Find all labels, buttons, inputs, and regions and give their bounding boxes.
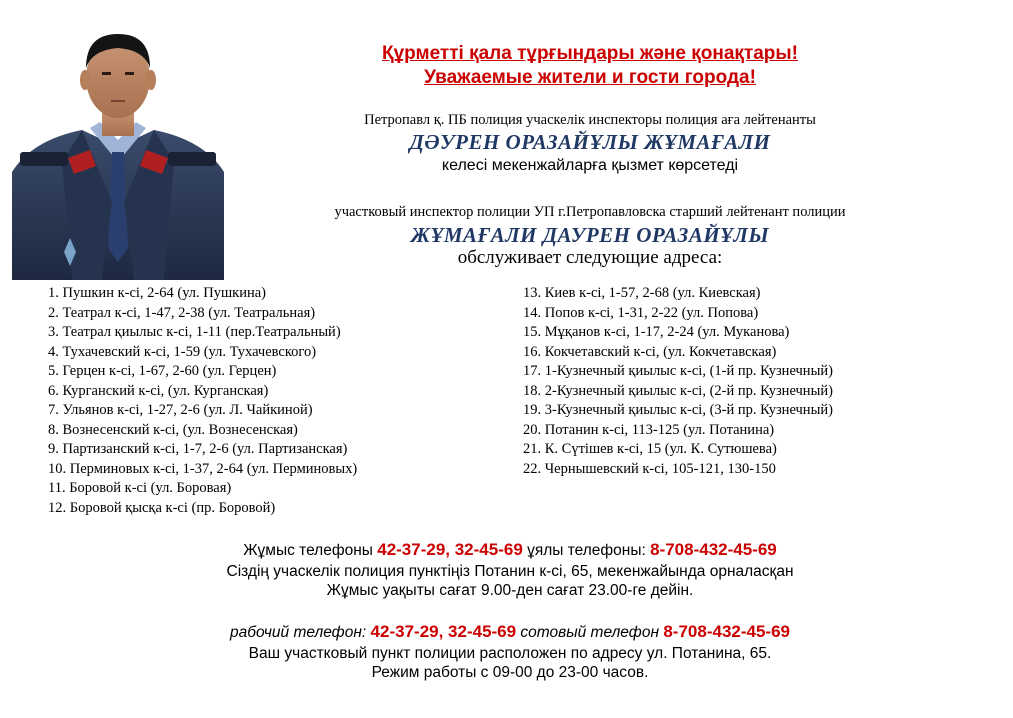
list-item: 1. Пушкин к-сі, 2-64 (ул. Пушкина) [48, 285, 267, 301]
officer-name-russian: ЖҰМАҒАЛИ ДАУРЕН ОРАЗАЙҰЛЫ [410, 223, 770, 247]
mobile-phone-number: 8-708-432-45-69 [650, 540, 777, 559]
list-item: 17. 1-Кузнечный қиылыс к-сі, (1-й пр. Кузнечный) [523, 363, 833, 379]
phones-russian [140, 622, 880, 643]
list-item: 9. Партизанский к-сі, 1-7, 2-6 (ул. Партизанская) [48, 441, 348, 457]
list-item: 12. Боровой қысқа к-сі (пр. Боровой) [48, 499, 276, 516]
list-item: 13. Киев к-сі, 1-57, 2-68 (ул. Киевская) [523, 285, 761, 301]
list-item: 18. 2-Кузнечный қиылыс к-сі, (2-й пр. Кузнечный) [523, 382, 833, 399]
list-item: 2. Театрал к-сі, 1-47, 2-38 (ул. Театральная) [48, 304, 316, 321]
serves-text-kazakh: келесі мекенжайларға қызмет көрсетеді [441, 157, 739, 174]
list-item: 22. Чернышевский к-сі, 105-121, 130-150 [523, 460, 776, 477]
officer-position-russian: участковый инспектор полиции УП г.Петропавловска старший лейтенант полиции [334, 204, 846, 220]
list-item: 8. Вознесенский к-сі, (ул. Вознесенская) [48, 421, 298, 438]
mobile-phone-number: 8-708-432-45-69 [663, 622, 790, 641]
address-list-left [48, 284, 357, 518]
list-item: 4. Тухачевский к-сі, 1-59 (ул. Тухачевского) [48, 343, 317, 360]
list-item: 20. Потанин к-сі, 113-125 (ул. Потанина) [523, 421, 775, 438]
serves-text-russian: обслуживает следующие адреса: [457, 247, 723, 268]
list-item: 16. Кокчетавский к-сі, (ул. Кокчетавская) [523, 343, 777, 360]
list-item: 11. Боровой к-сі (ул. Боровая) [48, 480, 232, 496]
list-item: 14. Попов к-сі, 1-31, 2-22 (ул. Попова) [523, 304, 759, 321]
mobile-phone-label: ұялы телефоны: [522, 542, 651, 559]
officer-portrait [12, 12, 224, 280]
work-phone-numbers: 42-37-29, 32-45-69 [370, 622, 517, 641]
location-russian: Ваш участковый пункт полиции расположен по адресу ул. Потанина, 65. [248, 645, 772, 662]
officer-position-kazakh: Петропавл қ. ПБ полиция учаскелік инспекторы полиция аға лейтенанты [364, 112, 816, 128]
list-item: 19. 3-Кузнечный қиылыс к-сі, (3-й пр. Кузнечный) [523, 402, 833, 418]
work-phone-label: Жұмыс телефоны [243, 542, 378, 559]
hours-russian: Режим работы с 09-00 до 23-00 часов. [371, 664, 649, 681]
work-phone-numbers: 42-37-29, 32-45-69 [377, 540, 523, 559]
location-kazakh: Сіздің учаскелік полиция пунктіңіз Потанин к-сі, 65, мекенжайында орналасқан [226, 563, 794, 580]
work-phone-label: рабочий телефон: [230, 624, 371, 641]
greeting-kazakh: Құрметті қала тұрғындары және қонақтары! [382, 43, 798, 64]
list-item: 7. Ульянов к-сі, 1-27, 2-6 (ул. Л. Чайкиной) [48, 402, 313, 418]
list-item: 15. Мұқанов к-сі, 1-17, 2-24 (ул. Муканова) [523, 324, 790, 340]
list-item: 3. Театрал қиылыс к-сі, 1-11 (пер.Театральный) [48, 324, 341, 340]
greeting-russian: Уважаемые жители и гости города! [424, 67, 756, 88]
list-item: 21. К. Сүтішев к-сі, 15 (ул. К. Сутюшева) [523, 441, 777, 457]
officer-name-kazakh: ДӘУРЕН ОРАЗАЙҰЛЫ ЖҰМАҒАЛИ [409, 130, 771, 154]
list-item: 5. Герцен к-сі, 1-67, 2-60 (ул. Герцен) [48, 363, 277, 379]
list-item: 10. Перминовых к-сі, 1-37, 2-64 (ул. Перминовых) [48, 460, 358, 477]
phones-kazakh [140, 540, 880, 561]
hours-kazakh: Жұмыс уақыты сағат 9.00-ден сағат 23.00-ге дейін. [326, 582, 694, 599]
list-item: 6. Курганский к-сі, (ул. Курганская) [48, 382, 269, 399]
address-list-right [523, 284, 833, 479]
mobile-phone-label: сотовый телефон [516, 624, 664, 641]
